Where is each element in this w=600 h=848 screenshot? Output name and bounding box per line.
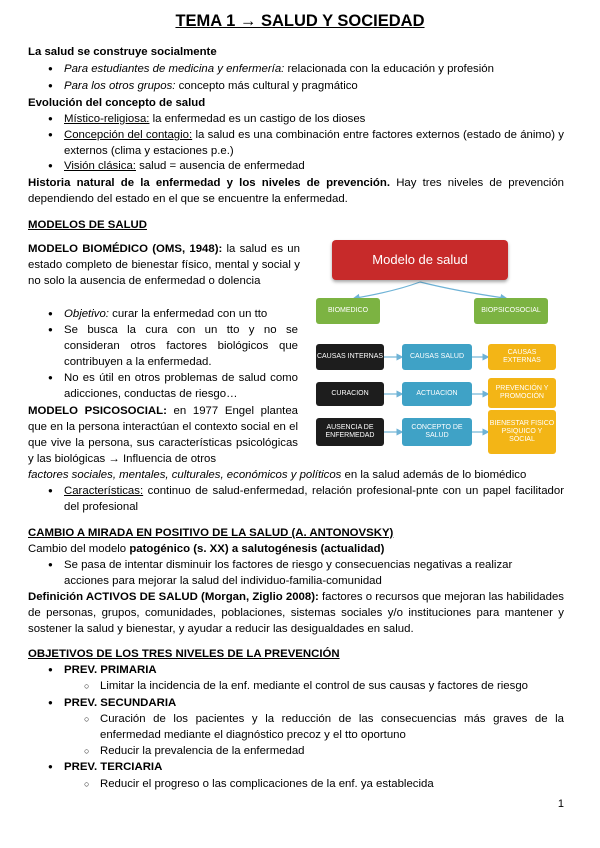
diagram-box: CURACION (316, 382, 384, 406)
list-item: ○ Curación de los pacientes y la reducción de las consecuencias más graves de la enfermedad mediante el diagnóstico precoz y el tto oportuno (100, 711, 564, 743)
heading-objetivos: OBJETIVOS DE LOS TRES NIVELES DE LA PREVENCIÓN (28, 648, 340, 660)
list-item: ○ Reducir el progreso o las complicaciones de la enf. ya establecida (100, 776, 434, 792)
diagram-box: PREVENCIÓN Y PROMOCIÓN (488, 378, 556, 408)
list-item: ● Para los otros grupos: concepto más cultural y pragmático (64, 78, 358, 94)
paragraph-psicosocial-cont: factores sociales, mentales, culturales, económicos y políticos en la salud además de lo biomédico (28, 469, 527, 481)
list-item: ● PREV. SECUNDARIA (64, 695, 176, 711)
list-item: ● Concepción del contagio: la salud es una combinación entre factores externos (estado de ánimo) y externos (clima y estaciones p.e.) (64, 127, 564, 159)
paragraph-biomedico: MODELO BIOMÉDICO (OMS, 1948): la salud es un estado completo de bienestar físico, mental y social y no solo la ausencia de enfermedad o dolencia (28, 243, 300, 287)
diagram-box: CAUSAS SALUD (402, 344, 472, 370)
list-item: ○ Reducir la prevalencia de la enfermedad (100, 743, 305, 759)
heading-salud-social: La salud se construye socialmente (28, 46, 217, 58)
connector-left (356, 282, 420, 298)
paragraph-cambio: Cambio del modelo patogénico (s. XX) a salutogénesis (actualidad) (28, 543, 385, 555)
diagram-box: BIENESTAR FISICO PSIQUICO Y SOCIAL (488, 410, 556, 454)
list-item: ● PREV. TERCIARIA (64, 759, 162, 775)
diagram-biomedico: BIOMEDICO (316, 298, 380, 324)
list-item: ● PREV. PRIMARIA (64, 662, 157, 678)
connector-right (420, 282, 504, 298)
list-item: ● Se busca la cura con un tto y no se consideran otros factores biológicos que contribuyen a la enfermedad. (64, 322, 298, 370)
page-title: TEMA 1 → SALUD Y SOCIEDAD (175, 12, 425, 30)
list-item: ● Místico-religiosa: la enfermedad es un castigo de los dioses (64, 111, 365, 127)
heading-modelos: MODELOS DE SALUD (28, 219, 147, 231)
diagram-box: CONCEPTO DE SALUD (402, 418, 472, 446)
list-item: ● Visión clásica: salud = ausencia de enfermedad (64, 158, 305, 174)
page-number: 1 (557, 798, 564, 810)
heading-evolucion: Evolución del concepto de salud (28, 97, 206, 109)
list-item: ● Para estudiantes de medicina y enfermería: relacionada con la educación y profesión (64, 61, 494, 77)
modelo-salud-diagram (316, 236, 572, 458)
diagram-title: Modelo de salud (332, 240, 508, 280)
diagram-box: AUSENCIA DE ENFERMEDAD (316, 418, 384, 446)
paragraph-historia: Historia natural de la enfermedad y los niveles de prevención. Hay tres niveles de prevención dependiendo del estado en el que se encuentre la enfermedad. (28, 177, 565, 205)
heading-cambio: CAMBIO A MIRADA EN POSITIVO DE LA SALUD (A. ANTONOVSKY) (28, 527, 394, 539)
paragraph-psicosocial: MODELO PSICOSOCIAL: en 1977 Engel plantea que en la persona interactúan el contexto social en el que vive la persona, sus características psicológicas y las biológicas → Influencia de otros (28, 405, 298, 465)
list-item: ● No es útil en otros problemas de salud como adicciones, conductas de riesgo… (64, 370, 298, 402)
paragraph-activos: Definición ACTIVOS DE SALUD (Morgan, Ziglio 2008): factores o recursos que mejoran las habilidades de personas, grupos, comunidades, poblaciones, sistemas sociales y/o instituciones para mantener y sostener la salud y bienestar, y ayudar a reducir las desigualdades en salud. (28, 591, 564, 635)
diagram-box: ACTUACION (402, 382, 472, 406)
diagram-box: CAUSAS EXTERNAS (488, 344, 556, 370)
list-item: ● Características: continuo de salud-enfermedad, relación profesional-pnte con un papel facilitador del profesional (64, 483, 564, 515)
diagram-biopsicosocial: BIOPSICOSOCIAL (474, 298, 548, 324)
list-item: ● Se pasa de intentar disminuir los factores de riesgo y consecuencias negativas a realizar acciones para mejorar la salud del individuo-familia-comunidad (64, 557, 524, 589)
diagram-box: CAUSAS INTERNAS (316, 344, 384, 370)
list-item: ● Objetivo: curar la enfermedad con un tto (64, 306, 267, 322)
list-item: ○ Limitar la incidencia de la enf. mediante el control de sus causas y factores de riesgo (100, 678, 528, 694)
